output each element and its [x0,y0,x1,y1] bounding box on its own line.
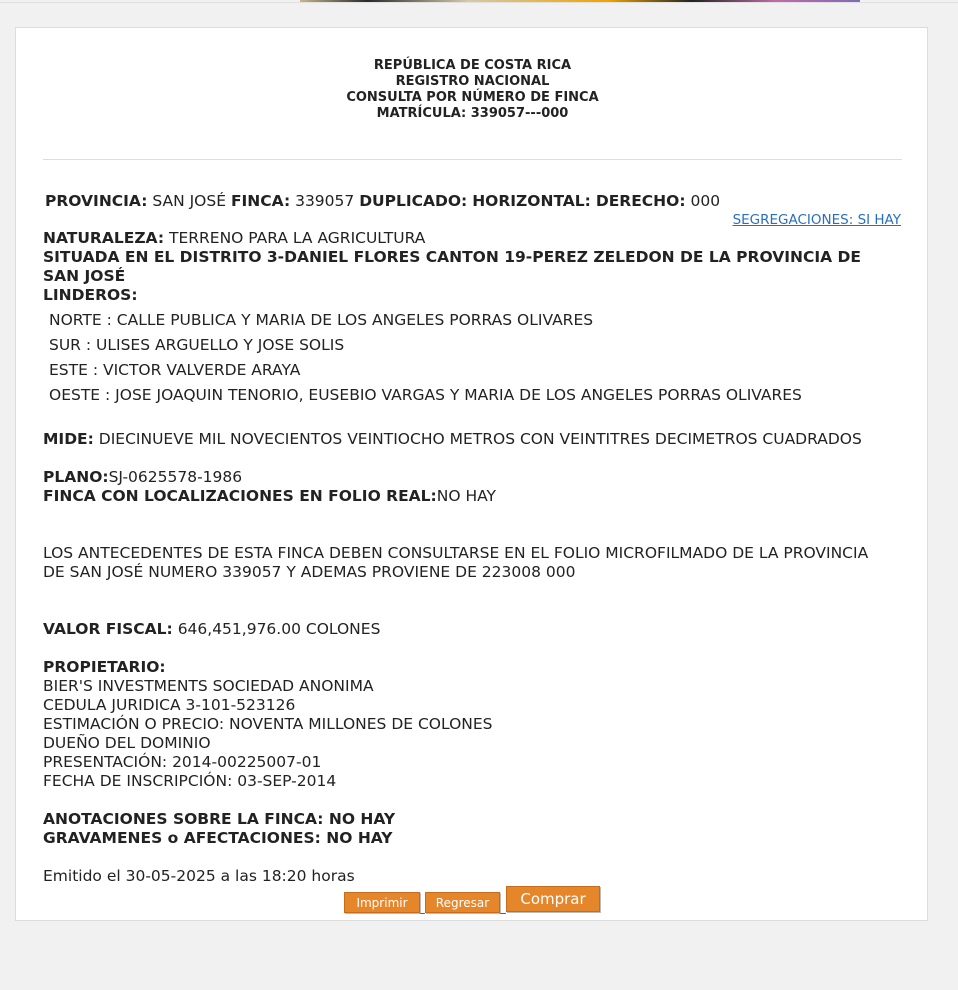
link-underline [500,913,506,914]
localizaciones-value: NO HAY [436,487,496,505]
valor-value: 646,451,976.00 COLONES [177,620,381,638]
plano-value: SJ-0625578-1986 [108,468,243,486]
header-country: REPÚBLICA DE COSTA RICA [373,58,572,73]
header-query-type: CONSULTA POR NÚMERO DE FINCA [346,90,599,105]
derecho-label: DERECHO: [595,192,686,210]
back-button[interactable]: Regresar [425,892,500,913]
localizaciones-label: FINCA CON LOCALIZACIONES EN FOLIO REAL: [43,487,437,505]
banner-divider [0,2,958,3]
gravamenes-text: GRAVAMENES o AFECTACIONES: NO HAY [43,829,393,847]
mide-value: DIECINUEVE MIL NOVECIENTOS VEINTIOCHO METROS CON VEINTITRES DECIMETROS CUADRADOS [98,430,862,448]
situada-line [43,248,893,286]
naturaleza-value: TERRENO PARA LA AGRICULTURA [168,229,426,247]
propietario-estimacion: ESTIMACIÓN O PRECIO: NOVENTA MILLONES DE COLONES [43,715,493,733]
finca-id-line [45,192,720,211]
provincia-label: PROVINCIA: [45,192,148,210]
emitido-text: Emitido el 30-05-2025 a las 18:20 horas [43,867,355,885]
buy-button[interactable]: Comprar [506,886,600,912]
localizaciones-line [43,487,496,506]
finca-value: 339057 [295,192,355,210]
anotaciones-line [43,810,395,829]
mide-label: MIDE: [43,430,94,448]
lindero-oeste: OESTE : JOSE JOAQUIN TENORIO, EUSEBIO VARGAS Y MARIA DE LOS ANGELES PORRAS OLIVARES [49,386,802,404]
segregaciones-link[interactable]: SEGREGACIONES: SI HAY [732,212,901,228]
propietario-dominio: DUEÑO DEL DOMINIO [43,734,211,752]
plano-label: PLANO: [43,468,109,486]
document-header [16,58,929,122]
linderos-heading [43,286,138,305]
antecedentes-text: LOS ANTECEDENTES DE ESTA FINCA DEBEN CONSULTARSE EN EL FOLIO MICROFILMADO DE LA PROVINCIA DE SAN JOSÉ NUMERO 339057 Y ADEMAS PROVIENE DE 223008 000 [43,544,869,581]
horizontal-label: HORIZONTAL: [472,192,591,210]
propietario-label: PROPIETARIO: [43,658,166,676]
propietario-nombre: BIER'S INVESTMENTS SOCIEDAD ANONIMA [43,677,374,695]
anotaciones-text: ANOTACIONES SOBRE LA FINCA: NO HAY [43,810,396,828]
linderos-label: LINDEROS: [43,286,138,304]
mide-line [43,430,893,449]
gravamenes-line [43,829,393,848]
lindero-este: ESTE : VICTOR VALVERDE ARAYA [49,361,301,379]
print-button[interactable]: Imprimir [344,892,420,913]
naturaleza-label: NATURALEZA: [43,229,165,247]
propietario-heading [43,658,166,677]
derecho-value: 000 [690,192,721,210]
certificate-panel [15,27,928,921]
situada-text: SITUADA EN EL DISTRITO 3-DANIEL FLORES CANTON 19-PEREZ ZELEDON DE LA PROVINCIA DE SAN JOSÉ [43,248,861,285]
valor-label: VALOR FISCAL: [43,620,173,638]
plano-line [43,468,242,487]
propietario-presentacion: PRESENTACIÓN: 2014-00225007-01 [43,753,322,771]
header-matricula: MATRÍCULA: 339057---000 [376,106,569,121]
link-underline [420,913,425,914]
valor-fiscal-line [43,620,380,639]
propietario-cedula: CEDULA JURIDICA 3-101-523126 [43,696,296,714]
finca-label: FINCA: [230,192,291,210]
lindero-norte: NORTE : CALLE PUBLICA Y MARIA DE LOS ANGELES PORRAS OLIVARES [49,311,594,329]
duplicado-label: DUPLICADO: [359,192,468,210]
provincia-value: SAN JOSÉ [152,192,227,210]
naturaleza-line [43,229,425,248]
lindero-sur: SUR : ULISES ARGUELLO Y JOSE SOLIS [49,336,345,354]
propietario-fecha: FECHA DE INSCRIPCIÓN: 03-SEP-2014 [43,772,337,790]
top-banner-strip [0,0,958,14]
header-registry: REGISTRO NACIONAL [395,74,550,89]
header-divider [43,159,902,160]
